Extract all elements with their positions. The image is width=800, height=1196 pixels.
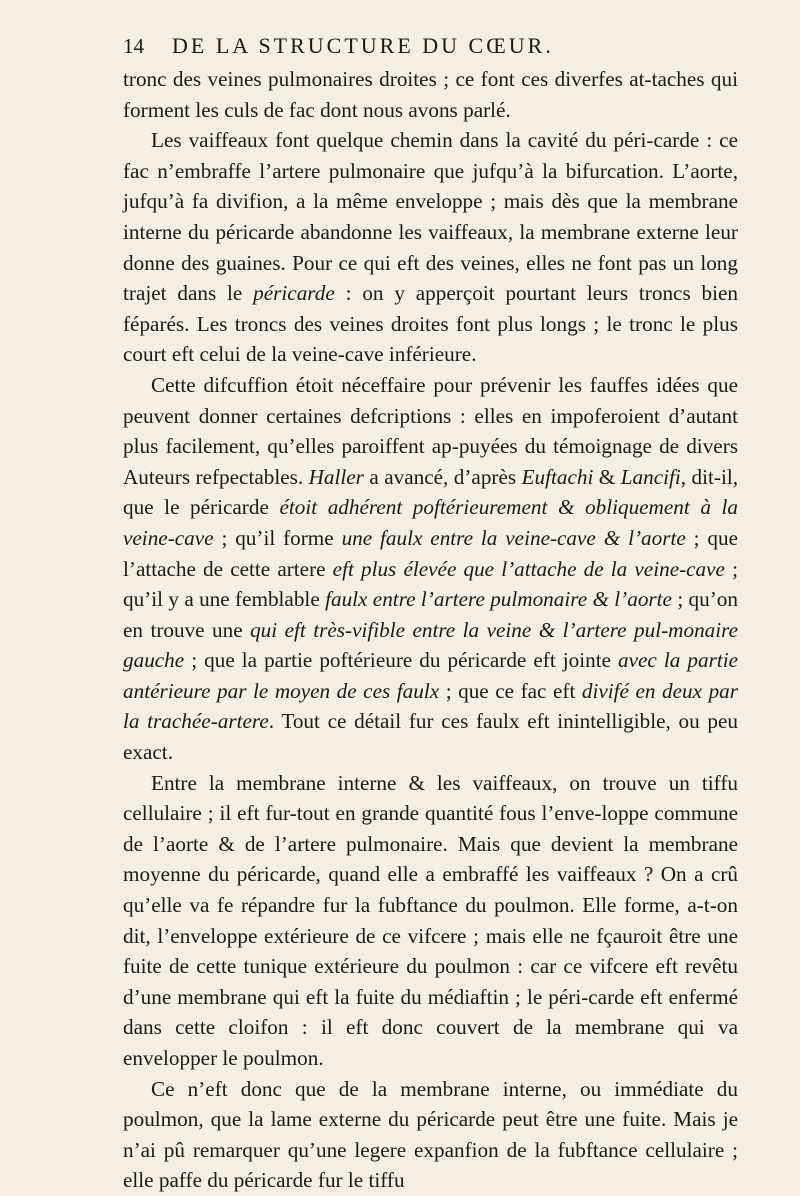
- text-run: ; qu’il forme: [213, 525, 342, 550]
- text-run: ; que l’attache de cette artere: [123, 525, 738, 581]
- italic-text: Haller: [308, 464, 364, 489]
- running-title: DE LA STRUCTURE DU CŒUR.: [172, 33, 554, 58]
- italic-text: avec la partie antérieure par le moyen de ces faulx: [123, 648, 738, 703]
- body-text: [123, 64, 738, 1196]
- text-run: tronc des veines pulmonaires droites ; ce font ces diverfes at-taches qui forment les culs de fac dont nous avons parlé.: [123, 67, 738, 122]
- text-run: Cette difcuffion étoit néceffaire pour prévenir les fauffes idées que peuvent donner certaines defcriptions : elles en impoferoient d’autant plus facilement, qu’elles paroiffent ap-puyées du témoignage de divers Auteurs refpectables.: [123, 372, 738, 489]
- italic-text: faulx entre l’artere pulmonaire & l’aorte: [325, 587, 672, 612]
- paragraph: [123, 1074, 738, 1196]
- text-run: . Tout ce détail fur ces faulx eft inintelligible, ou peu exact.: [123, 709, 739, 765]
- italic-text: Euftachi: [521, 464, 594, 489]
- text-run: &: [593, 464, 621, 489]
- italic-text: étoit adhérent poftérieurement & obliquement à la veine-cave: [123, 495, 738, 550]
- text-run: ; que la partie poftérieure du péricarde eft jointe: [184, 648, 619, 673]
- text-run: : on y apperçoit pourtant leurs troncs bien féparés. Les troncs des veines droites font plus longs ; le tronc le plus court eft celui de la veine-cave inférieure.: [123, 281, 738, 367]
- text-run: Ce n’eft donc que de la membrane interne, ou immédiate du poulmon, que la lame externe du péricarde peut être une fuite. Mais je n’ai pû remarquer qu’une legere expanfion de la fubftance cellulaire ; elle paffe du péricarde fur le tiffu: [123, 1076, 738, 1193]
- paragraph: [123, 768, 738, 1074]
- italic-text: eft plus élevée que l’attache de la veine-cave: [332, 556, 725, 581]
- page-number: 14: [123, 34, 144, 58]
- text-run: , dit-il, que le péricarde: [123, 464, 739, 520]
- text-run: Les vaiffeaux font quelque chemin dans la cavité du péri-carde : ce fac n’embraffe l’artere pulmonaire que jufqu’à la bifurcation. L’aorte, jufqu’à fa divifion, a la même enveloppe ; mais dès que la membrane interne du péricarde abandonne les vaiffeaux, la membrane externe leur donne des guaines. Pour ce qui eft des veines, elles ne font pas un long trajet dans le: [123, 128, 738, 306]
- paragraph: [123, 64, 738, 125]
- italic-text: divifé en deux par la trachée-artere: [123, 678, 738, 734]
- italic-text: Lancifi: [620, 464, 681, 489]
- text-run: a avancé, d’après: [363, 464, 522, 489]
- italic-text: qui eft très-vifible entre la veine & l’artere pul-monaire gauche: [123, 617, 739, 673]
- running-head: [123, 30, 738, 62]
- paragraph: [123, 125, 738, 370]
- text-run: ; qu’il y a une femblable: [123, 556, 738, 612]
- italic-text: une faulx entre la veine-cave & l’aorte: [341, 525, 686, 550]
- text-run: ; que ce fac eft: [439, 678, 582, 703]
- italic-text: péricarde: [253, 281, 335, 306]
- paragraph: [123, 370, 738, 768]
- text-run: ; qu’on en trouve une: [123, 587, 738, 642]
- text-run: Entre la membrane interne & les vaiffeaux, on trouve un tiffu cellulaire ; il eft fur-tout en grande quantité fous l’enve-loppe commune de l’aorte & de l’artere pulmonaire. Mais que devient la membrane moyenne du péricarde, quand elle a embraffé les vaiffeaux ? On a crû qu’elle va fe répandre fur la fubftance du poulmon. Elle forme, a-t-on dit, l’enveloppe extérieure de ce vifcere ; mais elle ne fçauroit être une fuite de cette tunique extérieure du poulmon : car ce vifcere eft revêtu d’une membrane qui eft la fuite du médiaftin ; le péri-carde eft enfermé dans cette cloifon : il eft donc couvert de la membrane qui va envelopper le poulmon.: [123, 770, 738, 1070]
